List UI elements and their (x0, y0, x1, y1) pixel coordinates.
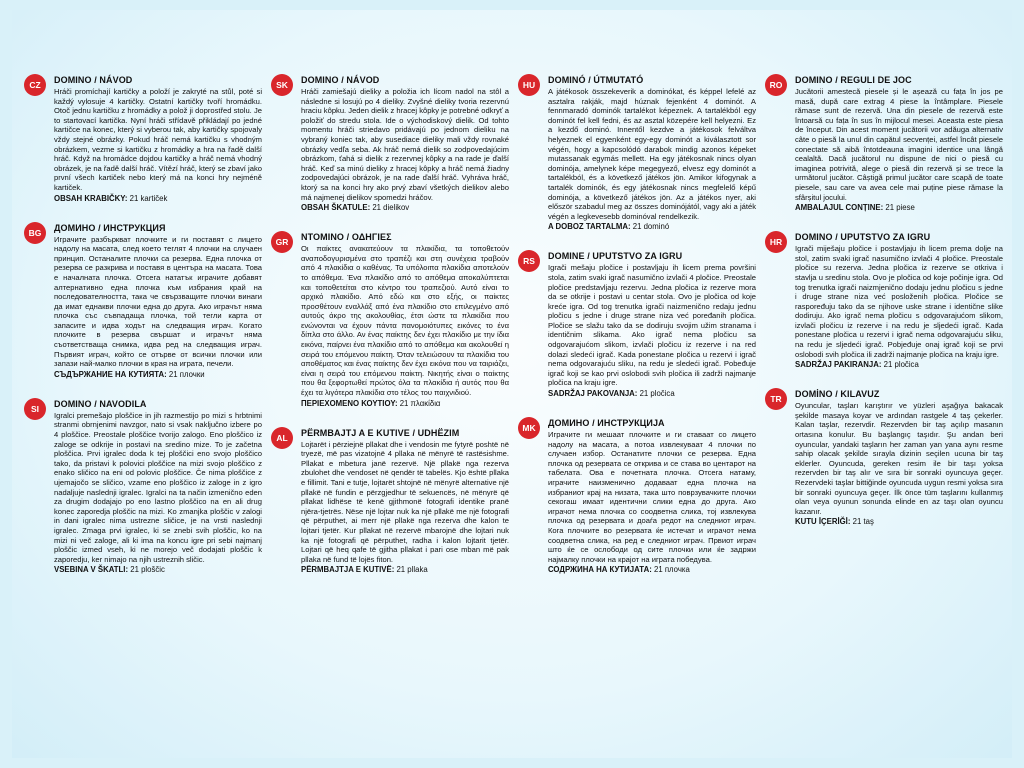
contents-line-cz (54, 194, 262, 204)
contents-line-ro (795, 203, 1003, 213)
section-body-mk: Играчите ги мешаат плочките и ги ставаат со лицето надолу на масата, а потоа извлекуваат 4 плочки по случаен избор. Останатите плочки се резерва. Една плочка од резервата се открива и се става во центарот на табелата. Ова е почетната плочка. Отсега натаму, играчите наизменично додаваат една плочка на избраниот крај на низата, така што поврзувачките плочки секогаш имаат идентични слики една до друга. Ако играчот нема плочка со соодветна слика, тој извлекува плочка од резервата и доаѓа редот на следниот играч. Кога плочките во резервата ќе истечат и играчот нема соодветна слика, на ред е следниот играч. Првиот играч што ќе се ослободи од сите плочки или ќе задржи најмалку плочки на крајот на играта победува. (548, 430, 756, 564)
section-title-cz: DOMINO / NÁVOD (54, 75, 133, 85)
contents-label-gr: ΠΕΡΙΕΧΟΜΕΝΟ ΚΟΥΤΙΟΥ: (301, 398, 398, 408)
column-3 (518, 74, 756, 593)
section-si (24, 398, 262, 576)
language-badge-tr: TR (765, 388, 787, 410)
language-badge-hr: HR (765, 231, 787, 253)
section-sk (271, 74, 509, 213)
language-badge-hu: HU (518, 74, 540, 96)
section-title-rs: DOMINE / UPUTSTVO ZA IGRU (548, 251, 683, 262)
section-body-hr: Igrači miješaju pločice i postavljaju ih licem prema dolje na stol, zatim svaki igrač nasumično izvlači 4 pločice. Preostale pločice su rezerva. Jedna pločica iz rezerve se otkriva i stavlja u sredinu stola. Ovo je pločica od koje počinje igra. Od tog trenutka igrači naizmjenično dodaju jednu pločicu s jedne i druge strane niza već posloženih pločica. Pločice se raspoređuju tako da se njihove uske strane i identične slike dodiruju. Ako igrač nema pločicu s odgovarajućom slikom, izvlači pločicu iz rezerve i na redu je sljedeći igrač. Kada ponestane pločica u rezervi i igrač nema odgovarajuću sliku, na redu je sljedeći igrač. Pobjeđuje onaj igrač koji se prvi oslobodi svih pločica ili zadrži najmanje pločica na kraju igre. (795, 244, 1003, 359)
language-badge-si: SI (24, 398, 46, 420)
section-body-si: Igralci premešajo ploščice in jih razmestijo po mizi s hrbtnimi stranmi obrnjenimi navzgor, nato si vsak naključno izbere po 4 ploščice. Preostale ploščice tvorijo zalogo. Eno ploščico iz zaloge se odkrije in postavi na sredino mize. To je začetna ploščica. Prvi igralec doda k tej ploščici eno svojo ploščico tako, da pristavi k polovici ploščice na mizi svojo ploščico z enako sličico na eni od polovic ploščice. Če nima ploščice z ujemajočo se sličico, vzame eno ploščico iz zaloge in z igro nadaljuje naslednji igralec. Igralci na ta način izmenično eden za drugim dodajajo po eno lastno ploščico na en ali drug konec zaporedja ploščic na mizi. Ko zmanjka ploščic v zalogi in dani igralec nima ustrezne sličice, je na vrsti naslednji igralec. Zmaga prvi igralec, ki se znebi svih ploščic, ko na mizi ni več zaloge, ali ki ima na koncu igre pri sebi najmanj ploščic izmed vseh, ki ne morejo več dodajati ploščic k zaporedju, ker nimajo na njih ustreznih sličic. (54, 410, 262, 564)
contents-line-al (301, 565, 509, 575)
contents-line-bg (54, 370, 262, 380)
contents-line-hr (795, 360, 1003, 370)
contents-line-rs (548, 389, 756, 399)
contents-label-hr: SADRŽAJ PAKIRANJA: (795, 360, 882, 370)
contents-value-al: 21 pllaka (396, 565, 428, 575)
contents-label-rs: SADRŽAJ PAKOVANJA: (548, 389, 638, 399)
section-tr (765, 388, 1003, 527)
section-title-si: DOMINO / NAVODILA (54, 398, 147, 409)
section-title-al: PËRMBAJTJ A E KUTIVE / UDHËZIM (301, 427, 460, 438)
contents-value-cz: 21 kartiček (129, 193, 168, 203)
contents-value-hu: 21 dominó (632, 222, 670, 232)
contents-line-hu (548, 222, 756, 232)
section-title-bg: ДОМИНО / ИНСТРУКЦИЯ (54, 222, 166, 233)
contents-line-tr (795, 517, 1003, 527)
section-title-tr: DOMİNO / KILAVUZ (795, 389, 880, 400)
section-body-bg: Играчите разбъркват плочките и ги поставят с лицето надолу на масата, след което теглят 4 плочки на случаен принцип. Останалите плочки са резерва. Една плочка от резерва се разкрива и поставя в центъра на масата. Това е началната плочка. Отсега нататък играчите добавят алтернативно една плочка към избрания край на последователността, така че свързващите плочки винаги да имат еднакви плочки една до друга. Ако играчът няма плочка със съвпадаща плочка, той тегли карта от запасите и идва ходът на следващия играч. Когато плочките в резерва свършат и играчът няма съответстваща снимка, идва ред на следващия играч. Първият играч, който се отърве от всички плочки или запази най-малко плочки в края на играта, печели. (54, 234, 262, 369)
contents-label-si: VSEBINA V ŠKATLI: (54, 565, 129, 575)
language-badge-mk: MK (518, 417, 540, 439)
language-badge-ro: RO (765, 74, 787, 96)
section-body-tr: Oyuncular, taşları karıştırır ve yüzleri aşağıya bakacak şekilde masaya koyar ve ardından rastgele 4 taş çekerler. Kalan taşlar, rezervdir. Rezervden bir taş açılıp masanın ortasına konulur. Bu başlangıç taşıdır. Şu andan beri oyuncular, yandaki taşların her zaman yan yana aynı resme sahip olacak şekilde sırayla dizinin seçilen ucuna bir taş eklerler. Oyuncuda, gereken resim ile bir taşı yoksa rezervden bir taş alır ve sıra bir sonraki oyuncuya geçer. Rezervdeki taşlar bittiğinde oyuncuda uygun resmi yoksa sıra bir sonraki oyuncuya geçer. İlk önce tüm taşlarını kullanmış olan veya oyunun sonunda elinde en az taşı olan oyuncu kazanır. (795, 401, 1003, 516)
contents-value-ro: 21 piese (885, 203, 915, 213)
section-title-sk: DOMINO / NÁVOD (301, 75, 380, 85)
section-body-ro: Jucătorii amestecă piesele și le așează cu fața în jos pe masă, după care extrag 4 piese la întâmplare. Piesele rămase sunt de rezervă. Una din piesele de rezervă este întoarsă cu fața în sus în mijlocul mesei. Aceasta este piesa de început. Din acest moment jucătorii vor adăuga alternativ câte o piesă la unul din capătul secvenței, astfel încât piesele conectate să aibă întotdeauna imagini identice una lângă cealaltă. Dacă jucătorul nu dispune de nici o piesă cu imaginea potrivită, alege o piesă din rezervă și se trece la următorul jucător. Câștigă primul jucător care scapă de toate piesele, sau care va avea cele mai puține piese rămase la sfârșitul jocului. (795, 87, 1003, 202)
section-body-sk: Hráči zamiešajú dieliky a položia ich lícom nadol na stôl a následne si losujú po 4 dieliky. Zvyšné dieliky tvoria rezervnú hraciu kôpku. Jeden dielik z hracej kôpky je potrebné odkryť a položiť do stredu stola. Ide o východiskový dielik. Od tohto momentu hráči striedavo pridávajú po jednom dieliku na vybraný koniec tak, aby susediace dieliky mali vždy rovnaké obrázky vedľa seba. Ak hráč nemá dielik so zodpovedajúcim obrázkom, ťahá si dielik z rezervnej kôpky a na rade je ďalší hráč. Keď sa minú dieliky z hracej kôpky a hráč nemá žiadny zodpovedajúci obrázok, je na rade ďalší hráč. Vyhráva hráč, ktorý sa na konci hry ako prvý zbaví všetkých dielikov alebo má najmenej dielikov spomedzi hráčov. (301, 87, 509, 202)
language-badge-sk: SK (271, 74, 293, 96)
contents-line-gr (301, 399, 509, 409)
section-body-gr: Οι παίκτες ανακατεύουν τα πλακίδια, τα τοποθετούν αναποδογυρισμένα στο τραπέζι και στη συνέχεια τραβούν από 4 πλακίδια ο καθένας. Τα υπόλοιπα πλακίδια αποτελούν το απόθεμα. Ένα πλακίδιο από το απόθεμα αποκαλύπτεται και τοποθετείται στο κέντρο του τραπεζιού. Αυτό είναι το αρχικό πλακίδιο. Από εδώ και στο εξής, οι παίκτες προσθέτουν εναλλάξ από ένα πλακίδιο στο επιλεγμένο από αυτούς άκρο της ακολουθίας, έτσι ώστε τα πλακίδια που ενώνονται να έχουν πάντα πανομοιότυπες εικόνες το ένα δίπλα στο άλλο. Αν ένας παίκτης δεν έχει πλακίδιο με την ίδια εικόνα, παίρνει ένα πλακίδιο από το απόθεμα και ακολουθεί η σειρά του επόμενου παίκτη. Όταν τελειώσουν τα πλακίδια του αποθέματος και ένας παίκτης δεν έχει εικόνα που να ταιριάζει, είναι η σειρά του επόμενου παίκτη. Νικητής είναι ο παίκτης που θα ξεφορτωθεί πρώτος όλα τα πλακίδια ή αυτός που θα έχει τα λιγότερα πλακίδια στο τέλος του παιχνιδιού. (301, 244, 509, 398)
contents-value-tr: 21 taş (852, 517, 874, 527)
section-body-rs: Igrači mešaju pločice i postavljaju ih licem prema površini stola, zatim svaki igrač nasumično izvlači 4 pločice. Preostale pločice predstavljaju rezervu. Jedna pločica iz rezerve mora da se otkrije i postavi u centar stola. Ovo je pločica od koje kreće igra. Od tog trenutka igrači naizmenično redaju jednu pločicu s jedne i druge strane niza već poređanih pločica. Pločice se slažu tako da se dodiruju svojim užim stranama i identičnim slikama. Ako igrač nema pločicu sa odgovarajućom slikom, izvlači pločicu iz rezerve i na red dolazi sledeći igrač. Kada ponestane pločica u rezervi i igrač nema odgovarajuću sliku, na redu je sledeći igrač. Pobeđuje igrač koji se kao prvi oslobodi svih pločica ili zadrži najmanje pločica na kraju igre. (548, 263, 756, 388)
section-title-ro: DOMINO / REGULI DE JOC (795, 75, 912, 85)
column-2 (271, 74, 509, 593)
instruction-sheet (12, 10, 1012, 758)
contents-value-rs: 21 pločica (639, 389, 675, 399)
contents-label-tr: KUTU İÇERİĞİ: (795, 517, 851, 527)
contents-line-mk (548, 565, 756, 575)
section-gr (271, 231, 509, 409)
contents-value-gr: 21 πλακίδια (399, 398, 441, 408)
section-body-cz: Hráči promíchají kartičky a položí je zakryté na stůl, poté si každý vylosuje 4 kartičky. Ostatní kartičky tvoří hromádku. Otoč jednu kartičku z hromádky a polož ji doprostřed stolu. Je to startovací kartička. Nyní hráči střídavě přikládají po jedné kartičce na konec, který si vyberou tak, aby kartičky spojovaly vždy stejné obrázky. Pokud hráč nemá kartičku s vhodným obrázkem, vezme si kartičku z hromádky a hra na řadě další hráč. Když na hromádce dojdou kartičky a hráč nemá vhodný obrázek, je na řadě další hráč. Vítězí hráč, který se zbaví jako první všech kartiček nebo který má na konci hry nejméně kartiček. (54, 87, 262, 192)
contents-value-sk: 21 dielikov (372, 203, 410, 213)
language-badge-al: AL (271, 427, 293, 449)
column-4 (765, 74, 1003, 545)
section-hr (765, 231, 1003, 370)
section-al (271, 427, 509, 576)
section-rs (518, 250, 756, 399)
section-body-al: Lojtarët i përziejnë pllakat dhe i vendosin me fytyrë poshtë në tryezë, më pas vizatojnë 4 pllaka në mënyrë të rastësishme. Pllakat e mbetura janë rezervë. Një pllakë nga rezerva zbulohet dhe vendoset në qendër të tabelës. Kjo është pllaka e fillimit. Tani e tutje, lojtarët shtojnë në mënyrë alternative një pllakë në fundin e përzgjedhur të sekuencës, në mënyrë që pllakat lidhëse të kenë gjithmonë fotografi identike pranë njëra-tjetrës. Nëse një lojtar nuk ka një pllakë me një fotografi që përputhet, ai merr një pllakë nga rezerva dhe kalon te lojtari tjetër. Kur pllakat në rezervë mbarojnë dhe lojtari nuk ka një fotografi që përputhet, radha i kalon lojtarit tjetër. Lojtari që heq qafe të gjitha pllakat i pari ose mban më pak pllaka në fund të lojës fiton. (301, 439, 509, 564)
section-cz (24, 74, 262, 204)
column-1 (24, 74, 262, 593)
contents-label-ro: AMBALAJUL CONȚINE: (795, 203, 884, 213)
section-hu (518, 74, 756, 232)
language-badge-gr: GR (271, 231, 293, 253)
language-badge-cz: CZ (24, 74, 46, 96)
section-title-hu: DOMINÓ / ÚTMUTATÓ (548, 75, 644, 85)
section-mk (518, 417, 756, 575)
contents-value-si: 21 ploščic (130, 565, 165, 575)
contents-label-mk: СОДРЖИНА НА КУТИЈАТА: (548, 565, 652, 575)
contents-label-bg: СЪДЪРЖАНИЕ НА КУТИЯТА: (54, 369, 167, 379)
contents-value-hr: 21 pločica (883, 360, 919, 370)
section-title-mk: ДОМИНО / ИНСТРУКЦИЈА (548, 418, 665, 429)
contents-label-sk: OBSAH ŠKATULE: (301, 203, 371, 213)
language-badge-bg: BG (24, 222, 46, 244)
contents-value-bg: 21 плочки (168, 369, 205, 379)
contents-line-si (54, 565, 262, 575)
section-ro (765, 74, 1003, 213)
language-badge-rs: RS (518, 250, 540, 272)
section-title-gr: ΝΤΟΜΙΝΟ / ΟΔΗΓΙΕΣ (301, 232, 392, 243)
contents-line-sk (301, 203, 509, 213)
contents-value-mk: 21 плочка (653, 565, 690, 575)
section-title-hr: DOMINO / UPUTSTVO ZA IGRU (795, 232, 931, 243)
section-bg (24, 222, 262, 380)
contents-label-hu: A DOBOZ TARTALMA: (548, 222, 631, 232)
contents-label-al: PËRMBAJTJA E KUTIVË: (301, 565, 395, 575)
contents-label-cz: OBSAH KRABIČKY: (54, 193, 128, 203)
section-body-hu: A játékosok összekeverik a dominókat, és képpel lefelé az asztalra rakják, majd húznak fejenként 4 dominót. A fennmaradó dominók tartalékot képeznek. A tartalékból egy dominót fel kell fedni, és az asztal közepére kell helyezni. Ez a kezdő dominó. Innentől kezdve a játékosok felváltva helyeznek el egyenként egy-egy dominót a kiválasztott sor végén, hogy a kapcsolódó darabok mindig azonos képeket mutassanak egymás mellett. Ha egy játékosnak nincs olyan dominója, amelynek képe megegyező, elvesz egy dominót a tartalékból, és a következő játékos jön. Amikor kifogynak a tartalék dominók, és egy játékosnak nincs megfelelő képű dominója, a következő játékos jön. Az a játékos nyer, aki először szabadul meg az összes dominójától, vagy aki a játék végén a legkevesebb dominóval rendelkezik. (548, 87, 756, 221)
